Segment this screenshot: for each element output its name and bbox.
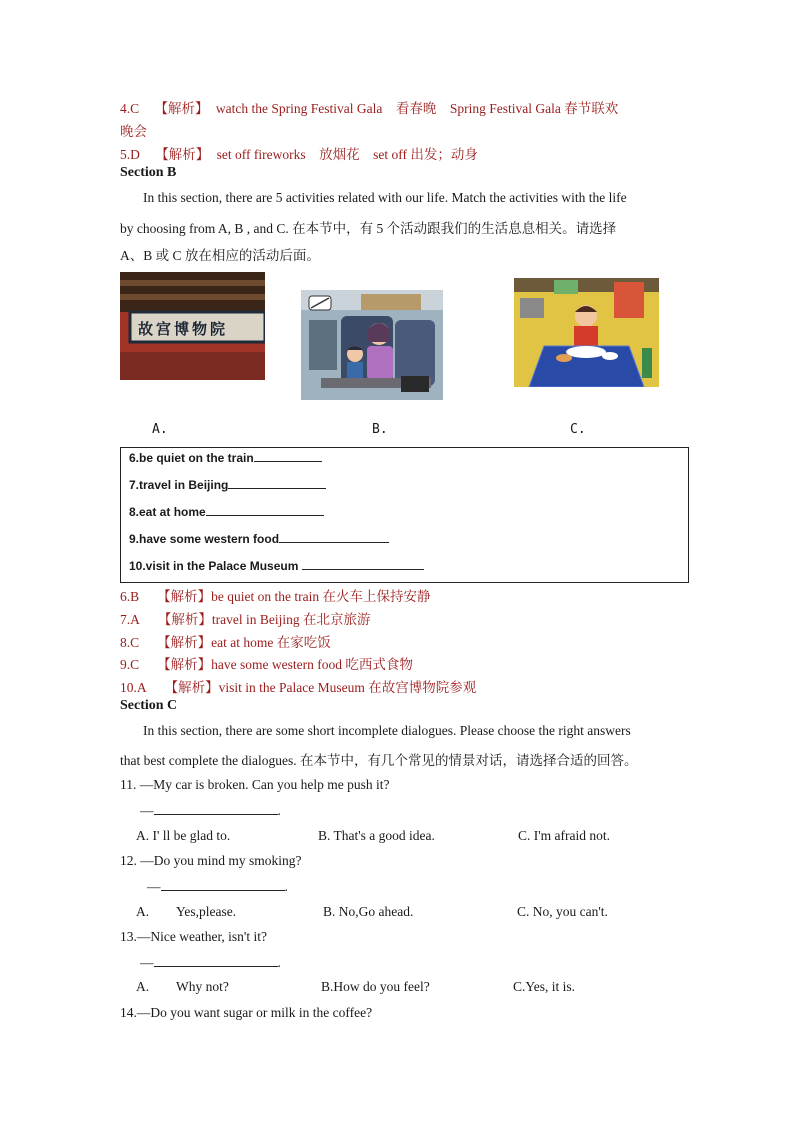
match-item-10: 10.visit in the Palace Museum [129,559,424,573]
q13-option-a-letter[interactable]: A. [136,979,150,994]
image-a-palace-museum [120,272,265,380]
image-label-b: B. [372,422,388,437]
q13-option-b[interactable]: B.How do you feel? [321,979,430,994]
answer-blank[interactable] [228,478,326,489]
q11-option-a[interactable]: A. I' ll be glad to. [136,828,231,843]
answer-10: 10.A 【解析】visit in the Palace Museum 在故宫博物院参观 [120,680,477,695]
section-b-instruction-1: In this section, there are 5 activities related with our life. Match the activities with the life [143,190,627,205]
match-item-8: 8.eat at home [129,505,324,519]
q11-option-b[interactable]: B. That's a good idea. [318,828,435,843]
question-12: 12. —Do you mind my smoking? [120,853,302,868]
answer-blank[interactable] [206,505,324,516]
answer-blank[interactable] [254,451,322,462]
answer-8: 8.C 【解析】eat at home 在家吃饭 [120,635,331,650]
answer-7: 7.A 【解析】travel in Beijing 在北京旅游 [120,612,371,627]
question-13: 13.—Nice weather, isn't it? [120,929,267,944]
section-c-instruction-1: In this section, there are some short incomplete dialogues. Please choose the right answers [143,723,631,738]
section-c-instruction-2: that best complete the dialogues. 在本节中，有几个常见的情景对话，请选择合适的回答。 [120,753,638,768]
palace-museum-sign-text: 故宫博物院 [138,320,229,338]
question-14: 14.—Do you want sugar or milk in the coffee? [120,1005,373,1020]
q12-option-c[interactable]: C. No, you can't. [517,904,608,919]
match-item-7: 7.travel in Beijing [129,478,326,492]
section-b-title: Section B [120,165,177,180]
q11-option-c[interactable]: C. I'm afraid not. [518,828,611,843]
section-c-title: Section C [120,698,178,713]
section-b-instruction-2: by choosing from A, B , and C. 在本节中，有 5 个活动跟我们的生活息息相关。请选择 [120,221,617,236]
q13-option-a[interactable]: Why not? [176,979,229,994]
q12-option-a[interactable]: Yes,please. [176,904,237,919]
image-label-a: A. [152,422,168,437]
question-11-response: — . [140,803,281,818]
image-label-c: C. [570,422,586,437]
q12-option-a-letter[interactable]: A. [136,904,150,919]
answer-6: 6.B 【解析】be quiet on the train 在火车上保持安静 [120,589,431,604]
match-item-6: 6.be quiet on the train [129,451,322,465]
answer-blank[interactable] [154,804,278,815]
answer-4-cont: 晚会 [120,124,147,139]
answer-5: 5.D 【解析】 set off fireworks 放烟花 set off 出发；动身 [120,147,478,162]
answer-blank[interactable] [279,532,389,543]
answer-blank[interactable] [161,880,285,891]
question-11: 11. —My car is broken. Can you help me push it? [120,777,390,792]
matching-box [120,447,689,583]
match-item-9: 9.have some western food [129,532,389,546]
answer-blank[interactable] [154,956,278,967]
q12-option-b[interactable]: B. No,Go ahead. [323,904,414,919]
answer-4: 4.C 【解析】 watch the Spring Festival Gala 看春晚 Spring Festival Gala 春节联欢 [120,101,619,116]
image-c-home-meal [514,278,659,387]
question-12-response: — . [147,879,288,894]
q13-option-c[interactable]: C.Yes, it is. [513,979,576,994]
image-b-train [301,290,443,400]
answer-9: 9.C 【解析】have some western food 吃西式食物 [120,657,413,672]
section-b-instruction-3: A、B 或 C 放在相应的活动后面。 [120,248,320,263]
question-13-response: — . [140,955,281,970]
answer-blank[interactable] [302,559,424,570]
